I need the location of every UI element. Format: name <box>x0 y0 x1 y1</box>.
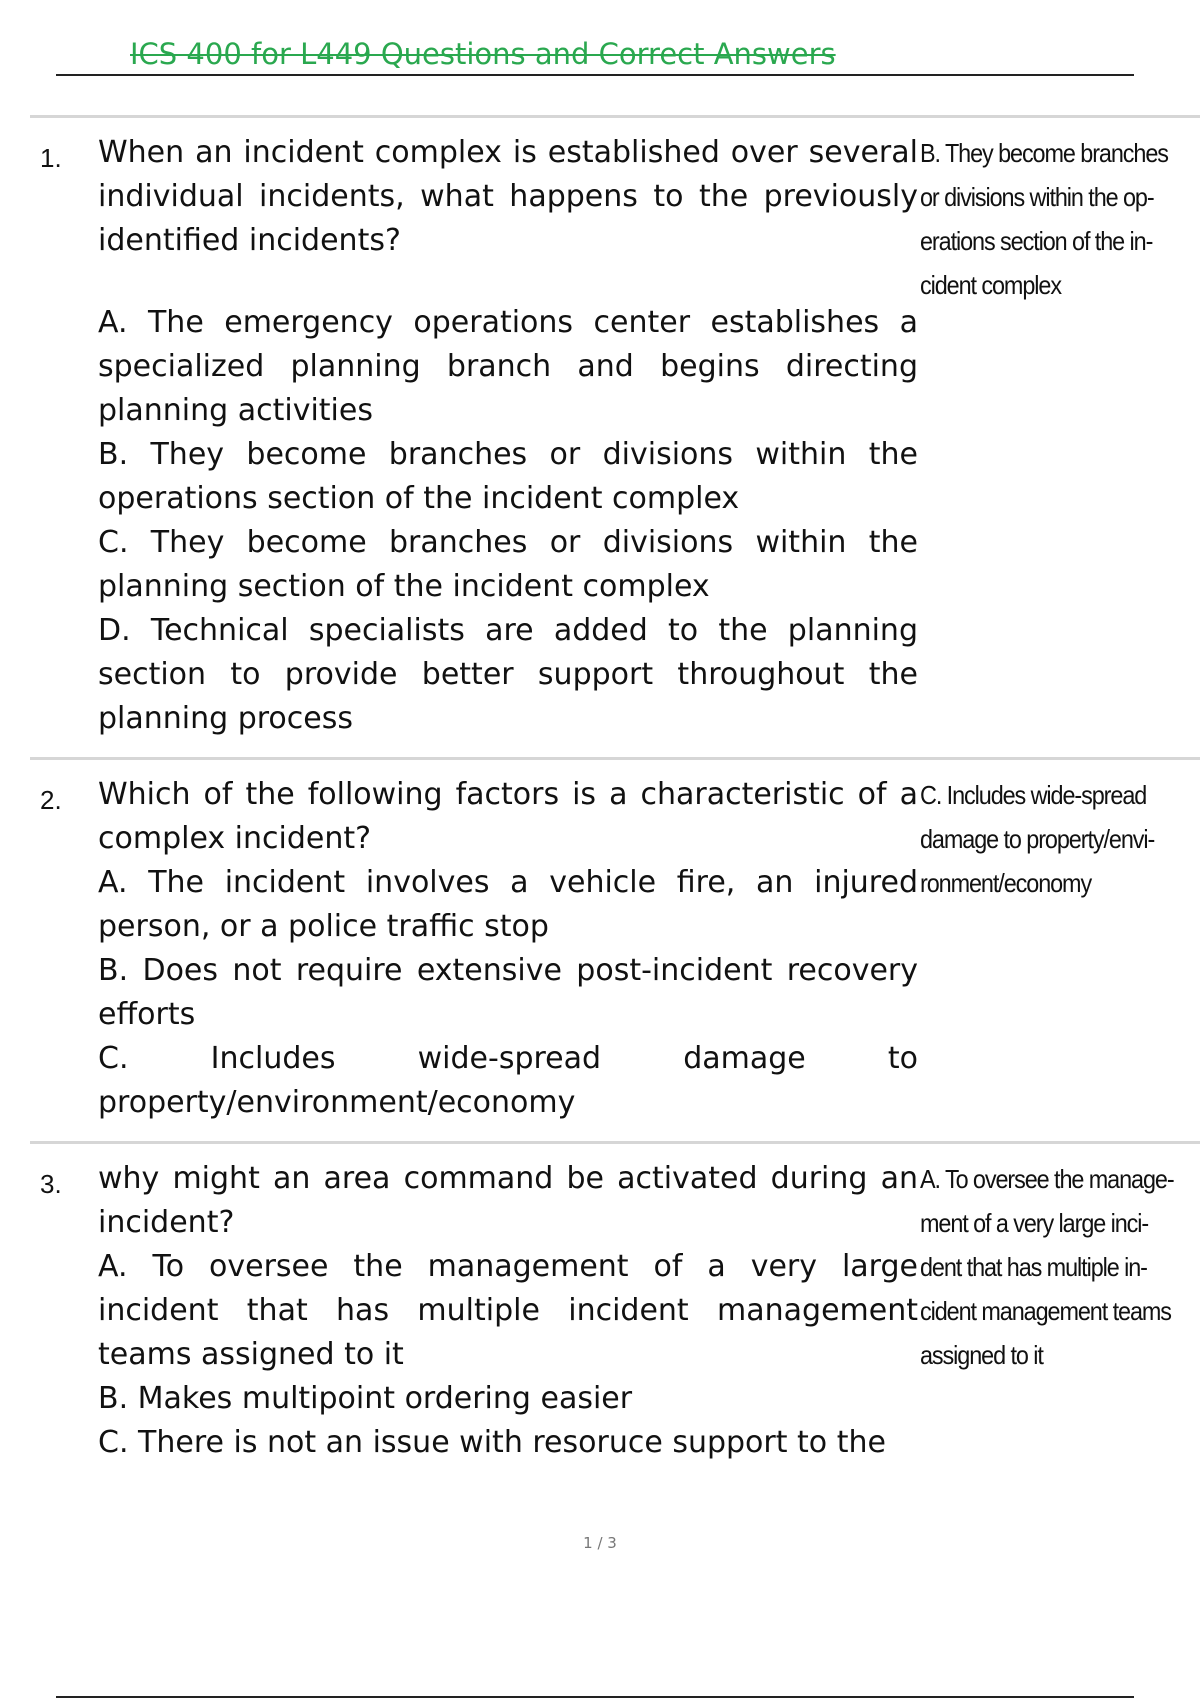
question-item-3 <box>30 1141 1200 1481</box>
question-stem: When an incident complex is established over several individual incidents, what happens to the previously identified incidents? <box>98 135 918 258</box>
question-list <box>30 115 1200 1481</box>
question-number: 3. <box>40 1169 62 1199</box>
option-a: A. The incident involves a vehicle fire, an injured person, or a police traffic stop <box>98 865 918 944</box>
option-a: A. To oversee the management of a very large incident that has multiple incident management teams assigned to it <box>98 1249 918 1372</box>
question-number: 1. <box>40 143 62 173</box>
question-text <box>98 773 918 1125</box>
option-b: B. They become branches or divisions within the operations section of the incident complex <box>98 437 918 516</box>
option-c: C. Includes wide-spread damage to property/environment/economy <box>98 1041 918 1120</box>
page-header <box>56 34 1134 76</box>
question-text <box>98 1157 918 1465</box>
option-c: C. They become branches or divisions within the planning section of the incident complex <box>98 525 918 604</box>
correct-answer: A. To oversee the manage- ment of a very large inci- dent that has multiple in- cident management teams assigned to it <box>920 1164 1174 1370</box>
correct-answer: C. Includes wide-spread damage to property/envi- ronment/economy <box>920 780 1155 898</box>
page-number: 1 / 3 <box>583 1534 617 1552</box>
question-item-1 <box>30 115 1200 757</box>
option-c: C. There is not an issue with resoruce support to the <box>98 1425 886 1460</box>
document-title: ICS 400 for L449 Questions and Correct Answers <box>130 37 836 71</box>
question-text <box>98 131 918 741</box>
correct-answer: B. They become branches or divisions within the op- erations section of the in- cident complex <box>920 138 1168 300</box>
option-b: B. Makes multipoint ordering easier <box>98 1381 633 1416</box>
question-item-2 <box>30 757 1200 1141</box>
question-stem: why might an area command be activated during an incident? <box>98 1161 918 1240</box>
footer-divider <box>56 1696 1134 1698</box>
option-d: D. Technical specialists are added to the planning section to provide better support throughout the planning process <box>98 613 918 736</box>
option-a: A. The emergency operations center establishes a specialized planning branch and begins directing planning activities <box>98 305 918 428</box>
option-b: B. Does not require extensive post-incident recovery efforts <box>98 953 918 1032</box>
question-number: 2. <box>40 785 62 815</box>
question-stem: Which of the following factors is a characteristic of a complex incident? <box>98 777 918 856</box>
